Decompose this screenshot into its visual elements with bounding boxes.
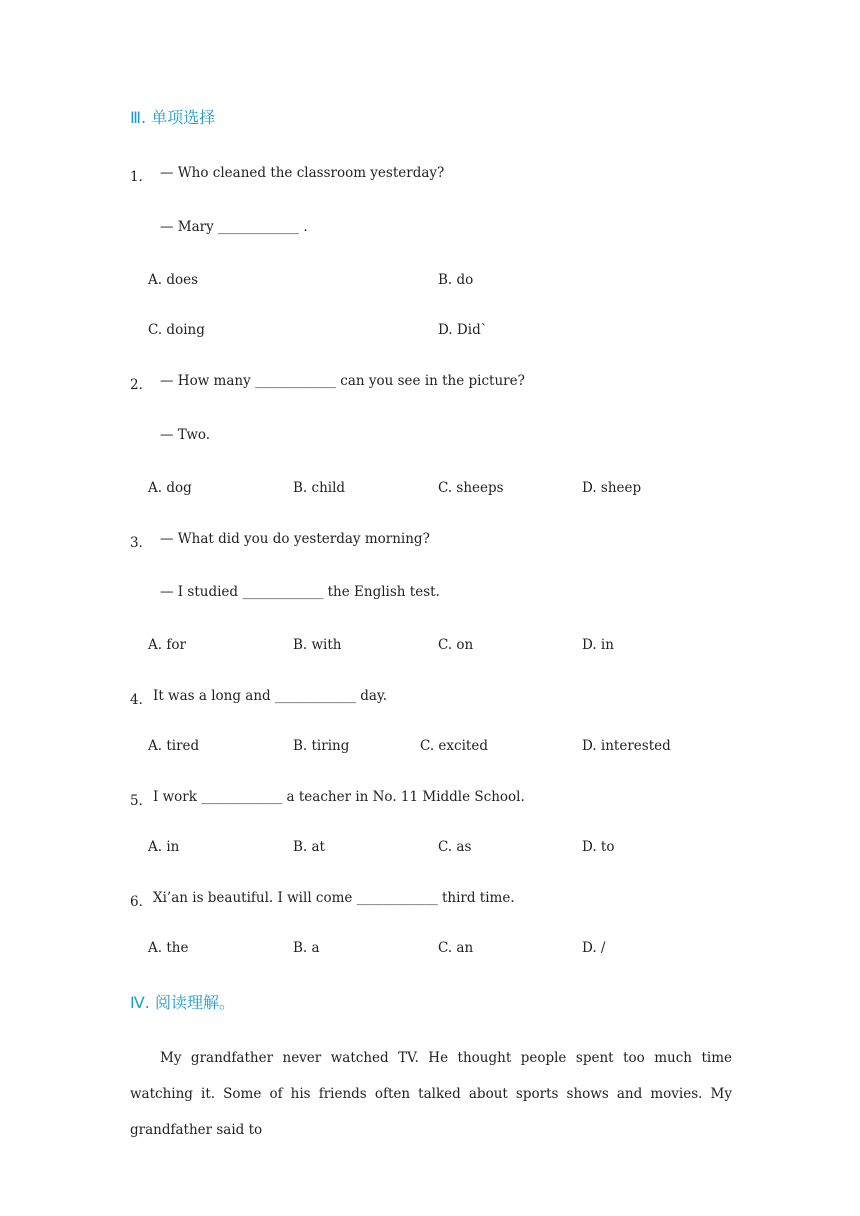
question-2-line-2: — Two. [160, 427, 211, 443]
question-5-option-c[interactable]: C. as [438, 839, 472, 855]
question-5-number: 5． [130, 793, 153, 809]
question-3-line-1: — What did you do yesterday morning? [160, 531, 430, 547]
section-title-reading: Ⅳ. 阅读理解。 [130, 993, 235, 1012]
question-2-option-d[interactable]: D. sheep [582, 480, 642, 496]
question-2-number: 2． [130, 377, 153, 393]
question-2-line-1: — How many ____________ can you see in the picture? [160, 373, 525, 389]
reading-passage-text: My grandfather never watched TV. He thought people spent too much time watching it. Some of his friends often talked about sports shows and movies. My grandfather said to [130, 1050, 732, 1138]
question-3-option-c[interactable]: C. on [438, 637, 474, 653]
question-3-option-d[interactable]: D. in [582, 637, 614, 653]
question-1-option-c[interactable]: C. doing [148, 322, 205, 338]
question-6-option-a[interactable]: A. the [148, 940, 189, 956]
question-6-option-c[interactable]: C. an [438, 940, 474, 956]
question-1-line-1: — Who cleaned the classroom yesterday? [160, 165, 445, 181]
question-5-option-b[interactable]: B. at [293, 839, 325, 855]
question-4-line-1: It was a long and ____________ day. [153, 688, 388, 704]
question-4-option-b[interactable]: B. tiring [293, 738, 350, 754]
question-4-number: 4． [130, 692, 153, 708]
question-3-option-a[interactable]: A. for [148, 637, 186, 653]
question-6-option-b[interactable]: B. a [293, 940, 320, 956]
question-2-option-b[interactable]: B. child [293, 480, 346, 496]
question-4-option-d[interactable]: D. interested [582, 738, 671, 754]
reading-passage [130, 1040, 732, 1148]
question-1-option-d[interactable]: D. Did` [438, 322, 488, 338]
question-5-option-a[interactable]: A. in [148, 839, 180, 855]
question-6-option-d[interactable]: D. / [582, 940, 606, 956]
question-4-option-a[interactable]: A. tired [148, 738, 200, 754]
question-6-line-1: Xi’an is beautiful. I will come ____________ third time. [153, 890, 515, 906]
question-2-option-c[interactable]: C. sheeps [438, 480, 504, 496]
question-1-line-2: — Mary ____________ . [160, 219, 308, 235]
question-3-option-b[interactable]: B. with [293, 637, 342, 653]
question-6-number: 6． [130, 894, 153, 910]
question-2-option-a[interactable]: A. dog [148, 480, 192, 496]
question-1-option-b[interactable]: B. do [438, 272, 474, 288]
question-5-option-d[interactable]: D. to [582, 839, 615, 855]
question-4-option-c[interactable]: C. excited [420, 738, 488, 754]
question-1-number: 1． [130, 169, 153, 185]
question-3-number: 3． [130, 535, 153, 551]
question-5-line-1: I work ____________ a teacher in No. 11 Middle School. [153, 789, 525, 805]
question-1-option-a[interactable]: A. does [148, 272, 199, 288]
section-title-single-choice: Ⅲ. 单项选择 [130, 108, 216, 127]
question-3-line-2: — I studied ____________ the English test. [160, 584, 440, 600]
